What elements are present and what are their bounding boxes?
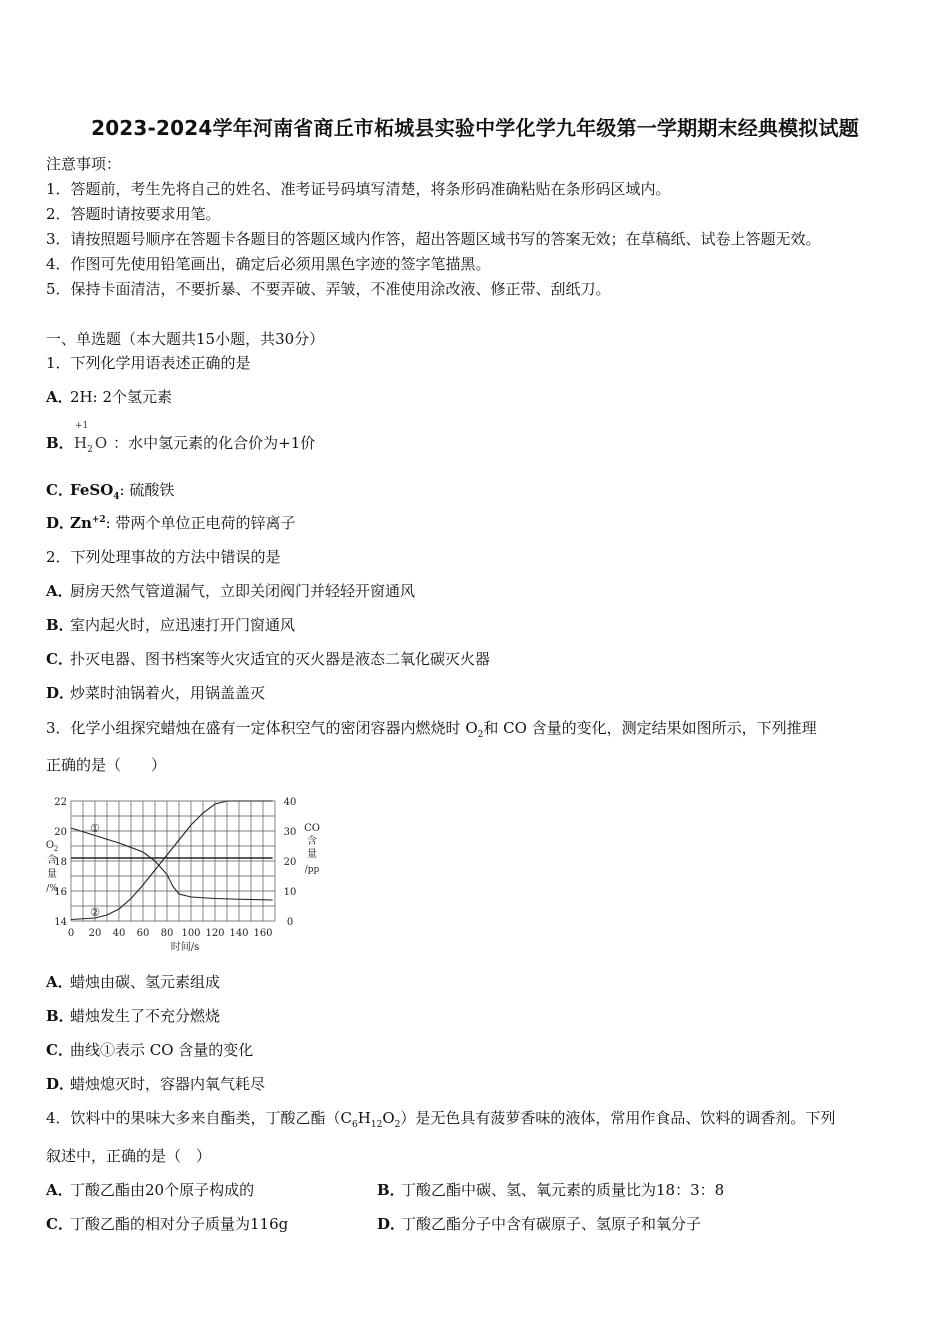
option-text: 蜡烛由碳、氢元素组成: [70, 973, 221, 991]
y-left-axis-label: 量: [47, 869, 57, 880]
q4-option-d[interactable]: [377, 1213, 701, 1234]
x-tick-label: 120: [205, 928, 225, 939]
chart-series: [71, 801, 273, 920]
h2o-formula: +1 $H_2$ O: [74, 421, 108, 455]
option-text: 室内起火时，应迅速打开门窗通风: [70, 616, 296, 634]
q1-option-c[interactable]: [46, 479, 174, 502]
option-label: C．: [46, 1215, 73, 1233]
option-label: C．: [46, 650, 73, 668]
o2-co-chart: [30, 780, 330, 960]
x-tick-label: 140: [229, 928, 249, 939]
y-left-tick-label: 18: [54, 857, 67, 868]
notice-item: 4．作图可先使用铅笔画出，确定后必须用黑色字迹的签字笔描黑。: [46, 255, 491, 273]
y-left-tick-label: 16: [54, 887, 67, 898]
y-right-axis-label: /pp: [304, 865, 320, 875]
question-3-stem-line2: 正确的是（ ）: [46, 756, 167, 774]
y-right-tick-label: 0: [286, 917, 294, 928]
q2-option-c[interactable]: [46, 648, 490, 669]
option-label: D．: [377, 1215, 406, 1233]
option-text: 丁酸乙酯由20个原子构成的: [70, 1181, 255, 1199]
option-label: A．: [46, 973, 73, 991]
curve-annotation: ①: [90, 822, 100, 835]
option-label: A．: [46, 388, 73, 406]
x-tick-label: 80: [160, 928, 174, 939]
question-3-stem: 3．化学小组探究蜡烛在盛有一定体积空气的密闭容器内燃烧时 $O_2$和 CO 含量的变化，测定结果如图所示，下列推理: [46, 719, 817, 740]
q2-option-a[interactable]: [46, 580, 415, 601]
y-left-axis-label: 含: [47, 855, 57, 866]
y-left-axis-label: 2: [53, 845, 59, 853]
option-text: 炒菜时油锅着火，用锅盖盖灭: [70, 684, 266, 702]
y-left-tick-label: 20: [54, 827, 67, 838]
option-text: 丁酸乙酯中碳、氢、氧元素的质量比为18：3：8: [401, 1181, 725, 1199]
option-text: 蜡烛发生了不充分燃烧: [70, 1007, 221, 1025]
q2-option-d[interactable]: [46, 682, 265, 703]
option-text: 丁酸乙酯分子中含有碳原子、氢原子和氧分子: [401, 1215, 702, 1233]
y-right-tick-label: 30: [283, 827, 297, 838]
option-label: B．: [46, 1007, 74, 1025]
q3-option-d[interactable]: [46, 1073, 265, 1094]
chart-labels: [46, 797, 320, 953]
notice-item: 2．答题时请按要求用笔。: [46, 205, 221, 223]
question-2-stem: 2．下列处理事故的方法中错误的是: [46, 548, 281, 566]
chart-grid: [71, 801, 275, 921]
y-left-tick-label: 14: [54, 917, 67, 928]
option-text: 蜡烛熄灭时，容器内氧气耗尽: [70, 1075, 266, 1093]
question-4-stem-line2: 叙述中，正确的是（ ）: [46, 1147, 212, 1165]
series-line: [71, 801, 273, 920]
q2-option-b[interactable]: [46, 614, 295, 635]
y-right-axis-label: 量: [307, 849, 317, 860]
option-label: A．: [46, 582, 73, 600]
option-label: C．: [46, 1041, 73, 1059]
x-tick-label: 20: [88, 928, 102, 939]
formula: $Zn^{+2}$: [70, 514, 106, 532]
y-left-tick-label: 22: [54, 797, 67, 808]
y-right-tick-label: 10: [283, 887, 297, 898]
option-label: C．: [46, 481, 73, 499]
x-tick-label: 160: [253, 928, 273, 939]
q1-option-a[interactable]: [46, 386, 172, 407]
question-1-stem: 1．下列化学用语表述正确的是: [46, 354, 251, 372]
page-title: 2023-2024学年河南省商丘市柘城县实验中学化学九年级第一学期期末经典模拟试题: [91, 116, 859, 140]
option-text: : 硫酸铁: [119, 481, 175, 499]
option-label: A．: [46, 1181, 73, 1199]
q3-option-a[interactable]: [46, 971, 220, 992]
x-axis-label: 时间/s: [170, 942, 200, 953]
question-4-stem: 4．饮料中的果味大多来自酯类，丁酸乙酯$(C_6H_{12}O_2)$是无色具有菠萝香味的液体，常用作食品、饮料的调香剂。下列: [46, 1109, 836, 1130]
x-tick-label: 0: [67, 928, 75, 939]
option-label: B．: [46, 616, 74, 634]
option-text: 曲线①表示 CO 含量的变化: [70, 1041, 254, 1059]
q4-option-b[interactable]: [377, 1179, 724, 1200]
formula: FeSO$_4$: [70, 481, 120, 502]
q3-option-c[interactable]: [46, 1039, 253, 1060]
series-line: [71, 828, 273, 900]
curve-annotation: ②: [90, 906, 100, 919]
option-label: B．: [377, 1181, 405, 1199]
y-right-tick-label: 40: [283, 797, 297, 808]
option-label: D．: [46, 514, 75, 532]
q3-option-b[interactable]: [46, 1005, 220, 1026]
option-text: 扑灭电器、图书档案等火灾适宜的灭火器是液态二氧化碳灭火器: [70, 650, 491, 668]
q4-option-c[interactable]: [46, 1213, 288, 1234]
y-left-axis-label: O: [45, 840, 55, 851]
y-right-axis-label: CO: [304, 823, 320, 834]
y-left-axis-label: /%: [46, 884, 58, 894]
option-text: ：水中氢元素的化合价为+1价: [113, 434, 316, 452]
option-text: 厨房天然气管道漏气，立即关闭阀门并轻轻开窗通风: [70, 582, 416, 600]
x-tick-label: 60: [136, 928, 150, 939]
option-label: D．: [46, 1075, 75, 1093]
q4-option-a[interactable]: [46, 1179, 254, 1200]
option-text: 2H: 2个氢元素: [70, 388, 172, 406]
option-label: D．: [46, 684, 75, 702]
notice-heading: 注意事项：: [46, 155, 122, 173]
notice-item: 1．答题前，考生先将自己的姓名、准考证号码填写清楚，将条形码准确粘贴在条形码区域内。: [46, 180, 671, 198]
section-heading: 一、单选题（本大题共15小题，共30分）: [46, 330, 325, 348]
q1-option-b[interactable]: [46, 421, 316, 455]
notice-item: 3．请按照题号顺序在答题卡各题目的答题区域内作答，超出答题区域书写的答案无效；在草稿纸、试卷上答题无效。: [46, 230, 821, 248]
option-text: 丁酸乙酯的相对分子质量为116g: [70, 1215, 289, 1233]
y-right-axis-label: 含: [307, 836, 317, 847]
x-tick-label: 100: [181, 928, 201, 939]
notice-item: 5．保持卡面清洁，不要折暴、不要弄破、弄皱，不准使用涂改液、修正带、刮纸刀。: [46, 280, 611, 298]
y-right-tick-label: 20: [283, 857, 297, 868]
q1-option-d[interactable]: [46, 512, 296, 533]
option-text: : 带两个单位正电荷的锌离子: [105, 514, 296, 532]
option-label: B．: [46, 434, 74, 452]
x-tick-label: 40: [112, 928, 126, 939]
